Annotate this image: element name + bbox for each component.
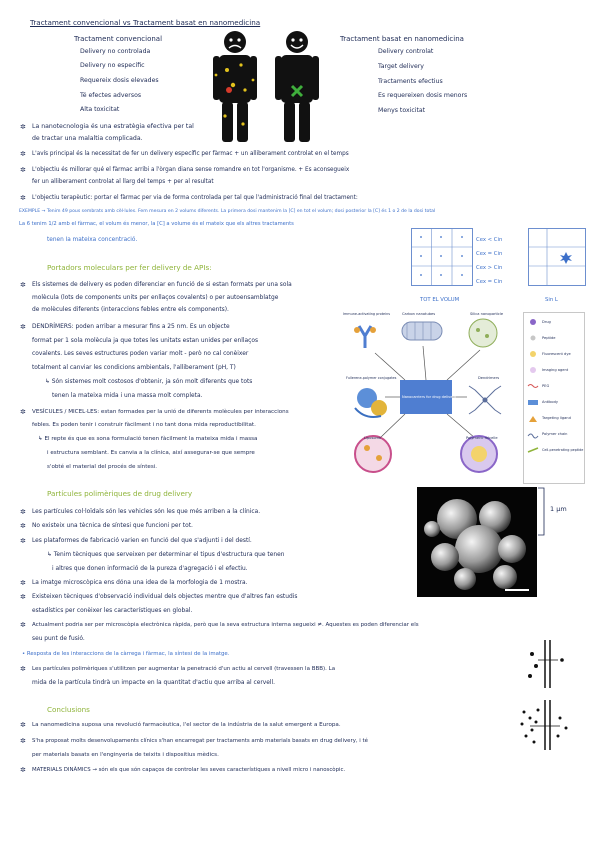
sad-figure-icon [213,31,257,142]
intro-line: fer un alliberament controlat al llarg del temps + per al resultat [32,179,214,185]
body-line: i altres que donen informació de la pureza d'agregació i el efectiu. [52,566,248,572]
example-line: La 6 tenim 1/2 amb el fàrmac, el volum és menor, la [C] a volume és el mateix que els altres tractaments [19,221,294,227]
body-line: ↳ Tenim tècniques que serveixen per determinar el tipus d'estructura que tenen [47,552,285,558]
bullet-star-icon: ✲ [20,123,26,131]
carbon-nanotube-icon [402,322,442,340]
grid-label: Cex < Cin [476,237,503,243]
bullet-star-icon: ✲ [20,766,26,774]
bullet-star-icon: ✲ [20,737,26,745]
list-item: Tractaments efectius [378,78,443,85]
body-line: i estructura semblant. Es canvia a la clínica, així assegurar-se que sempre [47,450,255,456]
body-line: estadístics per conèixer les característiques en global. [32,608,193,614]
nanomedicine-heading: Tractament basat en nanomedicina [340,35,464,43]
section-heading: Conclusions [47,705,90,714]
dendrimer-icon [469,386,501,414]
grid-caption: TOT EL VOLUM [420,297,460,303]
fullerene-conjugate-icon [355,388,387,417]
legend-label: Antibody [542,400,559,404]
figure-label: Carbon nanotubes [402,312,436,316]
bullet-star-icon: ✲ [20,194,26,202]
bullet-star-icon: ✲ [20,537,26,545]
scale-bracket [538,487,546,537]
body-line: Les partícules polimèriques s'utilitzen per augmentar la penetració d'un actiu al cervell (travessen la BBB). La [32,666,336,672]
body-line: DENDRÍMERS: poden arribar a mesurar fins a 25 nm. Es un objecte [32,324,230,330]
example-line: EXEMPLE → Tenim 49 pous sembrats amb cèl·lules. Fem mesura en 2 volums diferents. La primera dosi mantenim la [C] en tot el volum; dosi posterior la [C] és 1 o 2 de la dosi total [19,209,436,214]
body-line: La nanomedicina suposa una revolució farmacèutica, l'el sector de la indústria de la salut emergent a Europa. [32,722,341,728]
bullet-star-icon: ✲ [20,281,26,289]
legend-label: Drug [542,320,551,324]
bullet-star-icon: ✲ [20,665,26,673]
body-line: ↳ El repte és que es sona formulació tenen fàcilment la mateixa mida i massa [38,436,258,442]
intro-line: de tractar una malaltia complicada. [32,135,143,142]
body-line: molècula (lots de components units per enllaços covalents) o per autoensamblatge [32,295,279,301]
volume-grid-right [528,228,586,286]
list-item: Menys toxicitat [378,107,426,114]
happy-figure-icon [275,31,319,142]
figure-label: Silica nanoparticle [470,312,504,316]
scale-label: 1 µm [550,505,567,513]
antibody-icon [359,326,371,348]
body-line: Els sistemes de delivery es poden diferenciar en funció de si estan formats per una sola [32,282,292,288]
legend-label: PEG [542,384,550,388]
legend-label: Polymer chain [542,432,568,436]
figure-label: Fullerene-polymer conjugates [346,376,397,380]
bullet-star-icon: ✲ [20,593,26,601]
bullet-star-icon: ✲ [20,408,26,416]
body-line: de molècules diferents (interaccions febles entre els components). [32,307,229,313]
body-line: S'ha proposat molts desenvolupaments clínics s'han encarregat per tractaments amb materials basats en drug delivery, i té [32,738,368,744]
body-line: mida de la partícula tindrà un impacte en la quantitat d'actiu que arriba al cervell. [32,680,275,686]
grid-label: Cex = Cin [476,279,503,285]
body-line: Actualment podria ser per microscòpia electrònica ràpida, però que la seva estructura interna segueixi ≠. Aquestes es poden diferenciar els [32,622,419,628]
human-figures-illustration [205,30,335,150]
bullet-star-icon: ✲ [20,508,26,516]
bullet-star-icon: ✲ [20,166,26,174]
body-line: La imatge microscòpica ens dóna una idea de la morfologia de 1 mostra. [32,580,248,586]
bbb-diagram [510,638,585,758]
body-line: • Resposta de les interaccions de la càrrega i fàrmac, la síntesi de la imatge. [22,651,230,657]
grid-label: Cex > Cin [476,265,503,271]
body-line: Les plataformes de fabricació varien en funció del que s'adjunti i del destí. [32,538,252,544]
intro-line: L'objectiu és millorar qué el fàrmac arribi a l'òrgan diana sense romandre en tot l'organisme. + Es aconsegueix [32,167,350,173]
silica-nanoparticle-icon [469,319,497,347]
body-line: ↳ Són sistemes molt costosos d'obtenir, ja són molt diferents que tots [45,379,253,385]
list-item: Es requereixen dosis menors [378,92,468,99]
intro-line: La nanotecnologia és una estratègia efectiva per tal [32,123,194,130]
figure-label: Liposome [364,436,382,440]
bullet-star-icon: ✲ [20,621,26,629]
list-item: Delivery controlat [378,48,434,55]
body-line: seu punt de fusió. [32,636,85,642]
body-line: per materials basats en l'enginyeria de teixits i dispositius mèdics. [32,752,219,758]
body-line: MATERIALS DINÀMICS → són els que són capaços de controlar les seves característiques a nivell micro i nanoscòpic. [32,767,346,773]
figure-label: Immune-activating proteins [343,312,390,316]
bullet-star-icon: ✲ [20,522,26,530]
body-line: covalents. Les seves estructures poden variar molt - però no cal conèixer [32,351,249,357]
list-item: Té efectes adversos [80,92,142,99]
section-heading: Partícules polimèriques de drug delivery [47,489,193,498]
conventional-heading: Tractament convencional [74,35,163,43]
body-line: tenen la mateixa mida i una massa molt completa. [52,393,203,399]
figure-label: Nanocarriers for drug delivery [402,395,457,399]
legend-label: Peptide [542,336,556,340]
figure-label: Polymeric micelle [466,436,498,440]
body-line: totalment al canviar les condicions ambientals, l'alliberament (pH, T) [32,365,236,371]
body-line: No existeix una tècnica de síntesi que funcioni per tot. [32,523,193,529]
body-line: s'obté el material del procés de síntesi. [47,464,158,470]
sem-micrograph [417,487,537,597]
intro-line: L'objectiu terapèutic: portar el fàrmac per via de forma controlada per tal que l'administració final del tractament: [32,195,358,201]
section-heading: Portadors moleculars per fer delivery de APIs: [47,263,212,272]
legend-icons [527,318,539,478]
bullet-star-icon: ✲ [20,323,26,331]
bullet-star-icon: ✲ [20,150,26,158]
legend-label: Imaging agent [542,368,569,372]
figure-label: Dendrimers [478,376,500,380]
legend-label: Cell-penetrating peptide [542,448,584,452]
list-item: Target delivery [378,63,424,70]
body-line: febles. Es poden tenir i construir fàcilment i no tant dona mida reproductibilitat. [32,422,256,428]
example-line: tenen la mateixa concentració. [47,237,138,243]
list-item: Alta toxicitat [80,106,120,113]
list-item: Delivery no controlada [80,48,151,55]
body-line: Les partícules col·loïdals són les vehicles són les que més arriben a la clínica. [32,509,261,515]
intro-line: L'avís principal és la necessitat de fer un delivery específic per fàrmac + un alliberament controlat en el temps [32,151,349,157]
body-line: VESÍCULES / MICEL·LES: estan formades per la unió de diferents molècules per interaccions [32,409,289,415]
list-item: Requereix dosis elevades [80,77,159,84]
volume-grid-left [411,228,473,286]
bullet-star-icon: ✲ [20,721,26,729]
page-title: Tractament convencional vs Tractament basat en nanomedicina [30,18,261,27]
grid-caption: Sin L [545,297,558,303]
legend-label: Targeting ligand [542,416,571,420]
body-line: format per 1 sola molècula ja que totes les unitats estan unides per enllaços [32,338,259,344]
body-line: Existeixen tècniques d'observació individual dels objectes mentre que d'altres fan estudis [32,594,298,600]
legend-label: Fluorescent dye [542,352,571,356]
list-item: Delivery no específic [80,62,145,69]
grid-label: Cex = Cin [476,251,503,257]
bullet-star-icon: ✲ [20,579,26,587]
